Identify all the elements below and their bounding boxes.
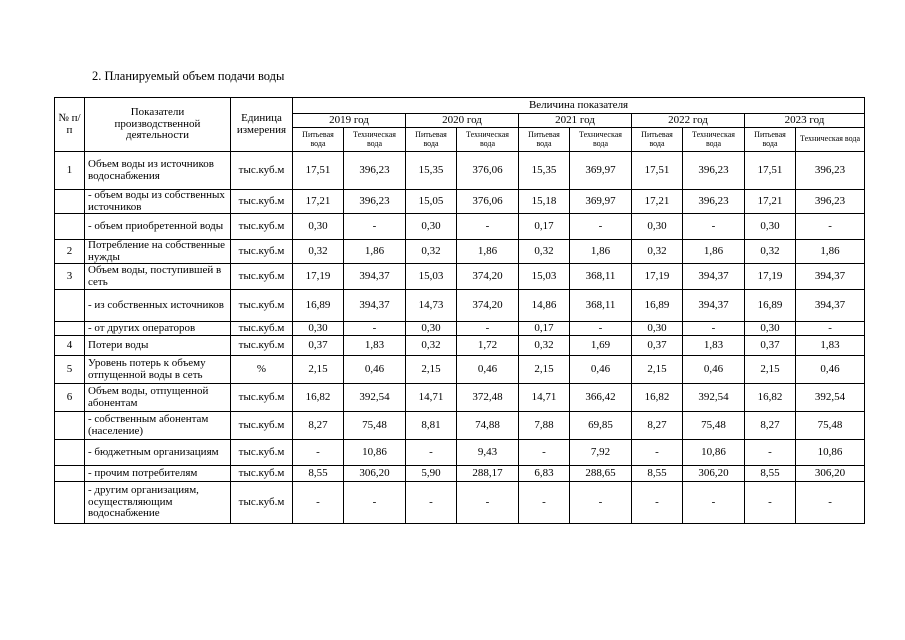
header-drinking-water: Питьевая вода (293, 128, 344, 152)
header-technical-water: Техническая вода (570, 128, 632, 152)
row-value: 17,21 (745, 190, 796, 214)
row-value: 288,17 (457, 466, 519, 482)
row-unit: тыс.куб.м (231, 384, 293, 412)
table-row (55, 336, 865, 356)
row-indicator: - бюджетным организациям (85, 440, 231, 466)
row-value: 394,37 (344, 264, 406, 290)
row-value: 1,86 (796, 240, 865, 264)
header-technical-water: Техническая вода (683, 128, 745, 152)
row-value: 0,37 (632, 336, 683, 356)
row-value: - (745, 440, 796, 466)
row-value: - (519, 482, 570, 524)
row-value: 8,27 (293, 412, 344, 440)
row-value: - (457, 214, 519, 240)
row-value: 0,30 (745, 322, 796, 336)
row-value: 0,46 (344, 356, 406, 384)
row-value: 10,86 (796, 440, 865, 466)
row-value: 8,81 (406, 412, 457, 440)
row-value: 0,32 (406, 336, 457, 356)
row-value: - (519, 440, 570, 466)
row-value: 0,30 (293, 322, 344, 336)
row-number (55, 190, 85, 214)
row-value: 2,15 (519, 356, 570, 384)
row-value: 0,30 (406, 214, 457, 240)
row-value: 17,21 (632, 190, 683, 214)
header-indicators: Показатели производственной деятельности (85, 98, 231, 152)
row-value: 10,86 (683, 440, 745, 466)
table-row (55, 322, 865, 336)
row-indicator: - другим организациям, осуществляющим водоснабжение (85, 482, 231, 524)
row-value: 0,46 (796, 356, 865, 384)
row-value: - (293, 440, 344, 466)
row-unit: тыс.куб.м (231, 412, 293, 440)
header-technical-water: Техническая вода (344, 128, 406, 152)
row-value: 1,72 (457, 336, 519, 356)
row-value: 0,17 (519, 214, 570, 240)
row-value: 396,23 (683, 190, 745, 214)
row-value: 17,19 (632, 264, 683, 290)
header-year: 2021 год (519, 114, 632, 128)
row-indicator: Потребление на собственные нужды (85, 240, 231, 264)
row-value: - (406, 440, 457, 466)
row-value: - (344, 214, 406, 240)
row-value: 0,32 (745, 240, 796, 264)
row-value: 1,86 (344, 240, 406, 264)
row-value: 16,89 (293, 290, 344, 322)
section-heading: 2. Планируемый объем подачи воды (92, 69, 285, 83)
row-value: 2,15 (632, 356, 683, 384)
row-value: 15,18 (519, 190, 570, 214)
row-value: 0,30 (632, 214, 683, 240)
row-value: 74,88 (457, 412, 519, 440)
row-value: 2,15 (293, 356, 344, 384)
row-value: 369,97 (570, 152, 632, 190)
row-value: 394,37 (796, 290, 865, 322)
row-value: - (293, 482, 344, 524)
row-unit: тыс.куб.м (231, 264, 293, 290)
row-value: - (745, 482, 796, 524)
row-value: 1,86 (683, 240, 745, 264)
row-value: 14,71 (519, 384, 570, 412)
row-value: - (683, 482, 745, 524)
row-unit: тыс.куб.м (231, 322, 293, 336)
row-value: 306,20 (344, 466, 406, 482)
header-technical-water: Техническая вода (457, 128, 519, 152)
header-year: 2020 год (406, 114, 519, 128)
row-value: 16,82 (632, 384, 683, 412)
row-value: 394,37 (796, 264, 865, 290)
row-value: 396,23 (683, 152, 745, 190)
row-value: 0,30 (632, 322, 683, 336)
row-indicator: Объем воды, отпущенной абонентам (85, 384, 231, 412)
table-row (55, 152, 865, 190)
row-value: 17,51 (745, 152, 796, 190)
row-value: 366,42 (570, 384, 632, 412)
row-value: 376,06 (457, 190, 519, 214)
table-row (55, 440, 865, 466)
row-value: 75,48 (796, 412, 865, 440)
row-value: 0,46 (683, 356, 745, 384)
row-value: 17,19 (745, 264, 796, 290)
row-value: 396,23 (344, 152, 406, 190)
row-value: 16,82 (745, 384, 796, 412)
row-unit: тыс.куб.м (231, 190, 293, 214)
row-value: 7,88 (519, 412, 570, 440)
row-indicator: - объем воды из собственных источников (85, 190, 231, 214)
row-value: 306,20 (683, 466, 745, 482)
row-value: 1,86 (457, 240, 519, 264)
row-indicator: - от других операторов (85, 322, 231, 336)
row-value: 15,03 (406, 264, 457, 290)
row-value: 17,21 (293, 190, 344, 214)
row-value: 17,51 (293, 152, 344, 190)
row-value: 0,17 (519, 322, 570, 336)
row-value: 396,23 (796, 152, 865, 190)
row-unit: тыс.куб.м (231, 440, 293, 466)
row-value: - (457, 482, 519, 524)
row-value: 0,37 (293, 336, 344, 356)
row-number: 4 (55, 336, 85, 356)
row-value: - (570, 214, 632, 240)
row-value: 0,37 (745, 336, 796, 356)
row-unit: тыс.куб.м (231, 482, 293, 524)
row-value: 15,05 (406, 190, 457, 214)
row-value: 16,82 (293, 384, 344, 412)
row-value: - (796, 214, 865, 240)
row-value: 368,11 (570, 290, 632, 322)
row-value: - (632, 440, 683, 466)
row-value: 0,46 (570, 356, 632, 384)
row-value: 372,48 (457, 384, 519, 412)
header-drinking-water: Питьевая вода (745, 128, 796, 152)
row-value: 0,30 (406, 322, 457, 336)
row-value: 69,85 (570, 412, 632, 440)
row-value: 15,35 (406, 152, 457, 190)
row-value: 2,15 (406, 356, 457, 384)
table-row (55, 466, 865, 482)
header-technical-water: Техническая вода (796, 128, 865, 152)
row-number (55, 214, 85, 240)
row-unit: тыс.куб.м (231, 240, 293, 264)
table-row (55, 264, 865, 290)
row-indicator: Потери воды (85, 336, 231, 356)
water-supply-table (54, 97, 865, 524)
row-value: 374,20 (457, 290, 519, 322)
row-number (55, 482, 85, 524)
row-unit: % (231, 356, 293, 384)
row-number (55, 412, 85, 440)
row-value: - (344, 322, 406, 336)
row-number (55, 440, 85, 466)
row-value: 369,97 (570, 190, 632, 214)
header-drinking-water: Питьевая вода (406, 128, 457, 152)
row-value: 1,86 (570, 240, 632, 264)
row-value: 394,37 (344, 290, 406, 322)
row-value: 8,55 (293, 466, 344, 482)
row-value: 288,65 (570, 466, 632, 482)
row-value: 396,23 (344, 190, 406, 214)
header-year: 2022 год (632, 114, 745, 128)
row-value: - (570, 482, 632, 524)
row-value: 0,32 (406, 240, 457, 264)
row-value: 8,27 (632, 412, 683, 440)
row-indicator: Объем воды, поступившей в сеть (85, 264, 231, 290)
header-unit: Единица измерения (231, 98, 293, 152)
row-value: 392,54 (344, 384, 406, 412)
row-number: 6 (55, 384, 85, 412)
table-row (55, 482, 865, 524)
row-number: 1 (55, 152, 85, 190)
row-value: 0,32 (519, 240, 570, 264)
row-value: 1,83 (683, 336, 745, 356)
row-value: 8,27 (745, 412, 796, 440)
row-unit: тыс.куб.м (231, 336, 293, 356)
row-value: 368,11 (570, 264, 632, 290)
row-indicator: - прочим потребителям (85, 466, 231, 482)
row-value: 8,55 (632, 466, 683, 482)
row-value: 10,86 (344, 440, 406, 466)
row-value: 306,20 (796, 466, 865, 482)
header-drinking-water: Питьевая вода (632, 128, 683, 152)
row-value: 6,83 (519, 466, 570, 482)
row-value: 1,83 (796, 336, 865, 356)
header-drinking-water: Питьевая вода (519, 128, 570, 152)
row-value: 0,46 (457, 356, 519, 384)
table-row (55, 214, 865, 240)
row-value: 17,51 (632, 152, 683, 190)
row-value: 396,23 (796, 190, 865, 214)
row-value: 0,30 (293, 214, 344, 240)
row-value: 14,86 (519, 290, 570, 322)
row-value: 14,71 (406, 384, 457, 412)
row-unit: тыс.куб.м (231, 466, 293, 482)
row-value: - (457, 322, 519, 336)
row-value: 15,03 (519, 264, 570, 290)
row-number (55, 322, 85, 336)
table-row (55, 384, 865, 412)
row-number: 3 (55, 264, 85, 290)
row-number (55, 290, 85, 322)
row-value: 16,89 (745, 290, 796, 322)
row-value: - (344, 482, 406, 524)
row-number: 2 (55, 240, 85, 264)
row-value: 392,54 (683, 384, 745, 412)
row-value: - (683, 214, 745, 240)
row-value: 17,19 (293, 264, 344, 290)
row-value: 15,35 (519, 152, 570, 190)
row-indicator: Уровень потерь к объему отпущенной воды в сеть (85, 356, 231, 384)
row-indicator: - собственным абонентам (население) (85, 412, 231, 440)
row-value: 16,89 (632, 290, 683, 322)
row-value: - (406, 482, 457, 524)
row-indicator: Объем воды из источников водоснабжения (85, 152, 231, 190)
row-value: 2,15 (745, 356, 796, 384)
row-value: 7,92 (570, 440, 632, 466)
row-value: 376,06 (457, 152, 519, 190)
row-indicator: - объем приобретенной воды (85, 214, 231, 240)
row-value: - (632, 482, 683, 524)
row-value: 394,37 (683, 290, 745, 322)
row-value: 0,32 (632, 240, 683, 264)
row-value: 392,54 (796, 384, 865, 412)
row-value: - (796, 322, 865, 336)
row-value: 75,48 (683, 412, 745, 440)
header-num: № п/п (55, 98, 85, 152)
row-value: - (796, 482, 865, 524)
row-value: 1,69 (570, 336, 632, 356)
table-row (55, 190, 865, 214)
header-value: Величина показателя (293, 98, 865, 114)
row-value: 374,20 (457, 264, 519, 290)
row-value: - (570, 322, 632, 336)
row-unit: тыс.куб.м (231, 214, 293, 240)
row-value: - (683, 322, 745, 336)
row-value: 8,55 (745, 466, 796, 482)
row-unit: тыс.куб.м (231, 290, 293, 322)
table-row (55, 290, 865, 322)
table-row (55, 412, 865, 440)
table-row (55, 356, 865, 384)
row-unit: тыс.куб.м (231, 152, 293, 190)
row-value: 394,37 (683, 264, 745, 290)
row-number (55, 466, 85, 482)
row-value: 5,90 (406, 466, 457, 482)
table-row (55, 240, 865, 264)
header-year: 2019 год (293, 114, 406, 128)
header-year: 2023 год (745, 114, 865, 128)
row-value: 1,83 (344, 336, 406, 356)
row-value: 75,48 (344, 412, 406, 440)
row-value: 0,32 (293, 240, 344, 264)
row-value: 14,73 (406, 290, 457, 322)
row-value: 9,43 (457, 440, 519, 466)
row-value: 0,30 (745, 214, 796, 240)
row-value: 0,32 (519, 336, 570, 356)
row-indicator: - из собственных источников (85, 290, 231, 322)
row-number: 5 (55, 356, 85, 384)
